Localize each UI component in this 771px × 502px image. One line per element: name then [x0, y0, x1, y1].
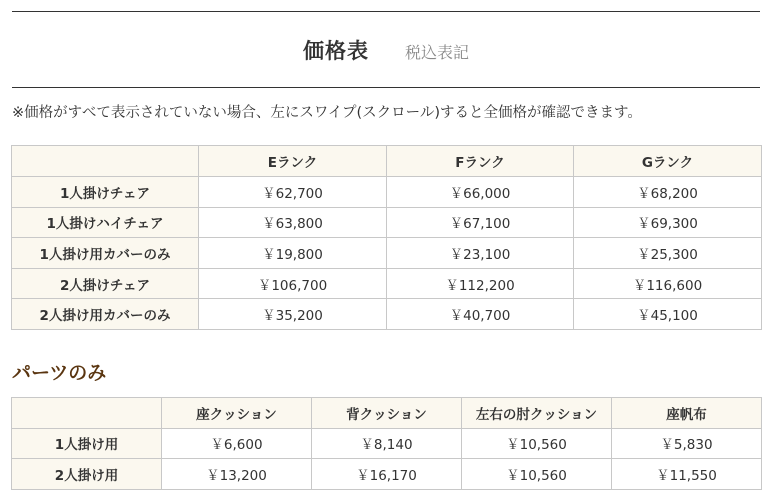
price-cell: ￥5,830	[612, 428, 762, 459]
price-cell: ￥10,560	[462, 428, 612, 459]
parts-table-corner-cell	[12, 398, 162, 429]
price-cell: ￥69,300	[574, 207, 762, 238]
parts-table-header-row	[12, 398, 762, 429]
price-cell: ￥68,200	[574, 177, 762, 208]
price-cell: ￥67,100	[387, 207, 574, 238]
price-cell: ￥106,700	[199, 268, 387, 299]
row-label: 1人掛け用カバーのみ	[12, 238, 199, 269]
table-row	[12, 459, 762, 490]
price-cell: ￥23,100	[387, 238, 574, 269]
page-title: 価格表	[302, 38, 369, 63]
parts-section-heading: パーツのみ	[12, 362, 107, 384]
column-header-seat-cushion: 座クッション	[162, 398, 312, 429]
column-header-seat-canvas: 座帆布	[612, 398, 762, 429]
price-cell: ￥6,600	[162, 428, 312, 459]
title-bottom-divider	[12, 87, 760, 88]
table-row	[12, 238, 762, 269]
column-header-rank-e: Eランク	[199, 146, 387, 177]
column-header-rank-f: Fランク	[387, 146, 574, 177]
price-cell: ￥45,100	[574, 299, 762, 330]
table-row	[12, 207, 762, 238]
price-table[interactable]	[11, 145, 762, 330]
price-cell: ￥35,200	[199, 299, 387, 330]
table-row	[12, 299, 762, 330]
price-cell: ￥40,700	[387, 299, 574, 330]
price-cell: ￥116,600	[574, 268, 762, 299]
price-cell: ￥11,550	[612, 459, 762, 490]
title-block	[12, 12, 760, 87]
scroll-note: ※価格がすべて表示されていない場合、左にスワイプ(スクロール)すると全価格が確認できます。	[12, 105, 642, 121]
row-label: 1人掛け用	[12, 428, 162, 459]
column-header-arm-cushions: 左右の肘クッション	[462, 398, 612, 429]
column-header-back-cushion: 背クッション	[312, 398, 462, 429]
table-row	[12, 268, 762, 299]
price-cell: ￥62,700	[199, 177, 387, 208]
column-header-rank-g: Gランク	[574, 146, 762, 177]
price-cell: ￥19,800	[199, 238, 387, 269]
price-cell: ￥16,170	[312, 459, 462, 490]
parts-price-table[interactable]	[11, 397, 762, 490]
tax-included-label: 税込表記	[404, 43, 469, 62]
table-row	[12, 177, 762, 208]
price-cell: ￥25,300	[574, 238, 762, 269]
price-cell: ￥66,000	[387, 177, 574, 208]
row-label: 1人掛けチェア	[12, 177, 199, 208]
row-label: 2人掛け用カバーのみ	[12, 299, 199, 330]
table-row	[12, 428, 762, 459]
price-cell: ￥112,200	[387, 268, 574, 299]
price-cell: ￥8,140	[312, 428, 462, 459]
row-label: 1人掛けハイチェア	[12, 207, 199, 238]
price-cell: ￥63,800	[199, 207, 387, 238]
price-cell: ￥13,200	[162, 459, 312, 490]
price-table-header-row	[12, 146, 762, 177]
row-label: 2人掛けチェア	[12, 268, 199, 299]
row-label: 2人掛け用	[12, 459, 162, 490]
price-table-corner-cell	[12, 146, 199, 177]
price-cell: ￥10,560	[462, 459, 612, 490]
